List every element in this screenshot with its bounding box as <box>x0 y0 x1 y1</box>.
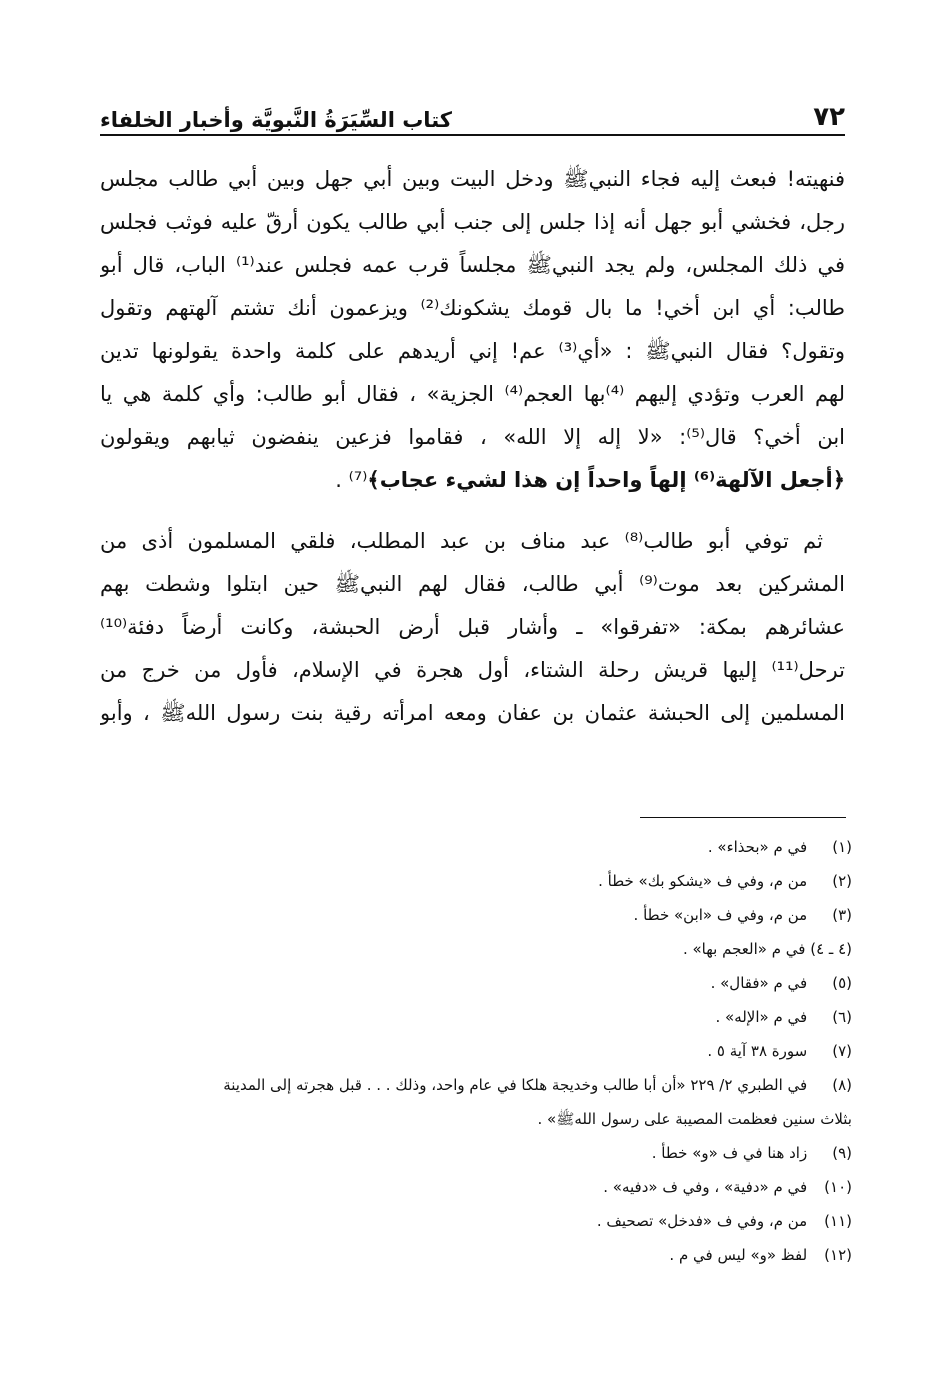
footnote <box>100 966 852 1000</box>
footnote-number: (٨) <box>832 1076 852 1094</box>
footnote <box>100 1238 852 1272</box>
footnote-text: زاد هنا في ف «و» خطأ . <box>651 1144 808 1162</box>
footnote-text: من م، وفي ف «يشكو بك» خطأ . <box>598 872 808 890</box>
footnote-text: في الطبري ٢/ ٢٢٩ «أن أبا طالب وخديجة هلكا في عام واحد، وذلك . . . قبل هجرته إلى المدينة <box>223 1076 808 1094</box>
text-line: ثم توفي أبو طالب⁽⁸⁾ عبد مناف بن عبد المطلب، فلقي المسلمون أذى من <box>100 529 823 553</box>
footnote-separator <box>640 817 846 818</box>
footnote-text: لفظ «و» ليس في م . <box>669 1246 808 1264</box>
footnotes <box>100 830 852 1272</box>
main-text <box>100 158 845 735</box>
footnote-number: (١١) <box>824 1212 852 1230</box>
footnote <box>100 932 852 966</box>
text-line: فنهيته! فبعث إليه فجاء النبيﷺ ودخل البيت وبين أبي جهل وبين أبي طالب مجلس <box>100 167 845 191</box>
footnote <box>100 1000 852 1034</box>
footnote-text: في م «دفية» ، وفي ف «دفيه» . <box>603 1178 808 1196</box>
footnote-text: بثلاث سنين فعظمت المصيبة على رسول اللهﷺ» . <box>537 1110 852 1128</box>
footnote-number: (٧) <box>832 1042 852 1060</box>
paragraph-2 <box>100 520 845 735</box>
text-line: المشركين بعد موت⁽⁹⁾ أبي طالب، فقال لهم النبيﷺ حين ابتلوا وشطت بهم <box>100 572 845 596</box>
footnote-text: في م «فقال» . <box>710 974 808 992</box>
footnote-number: (١٠) <box>824 1178 852 1196</box>
footnote <box>100 1204 852 1238</box>
footnote-number: (١٢) <box>824 1246 852 1264</box>
footnote-text: من م، وفي ف «ابن» خطأ . <box>633 906 808 924</box>
text-line: ابن أخي؟ قال⁽⁵⁾: «لا إله إلا الله» ، فقاموا فزعين ينفضون ثيابهم ويقولون <box>100 425 845 449</box>
footnote-number: (٩) <box>832 1144 852 1162</box>
footnote-text: في م «العجم بها» . <box>682 940 806 958</box>
footnote-text: من م، وفي ف «فدخل» تصحيف . <box>596 1212 808 1230</box>
footnote-text: سورة ٣٨ آية ٥ . <box>707 1042 808 1060</box>
footnote <box>100 1034 852 1068</box>
footnote <box>100 1170 852 1204</box>
footnote <box>100 864 852 898</box>
footnote <box>100 1068 852 1102</box>
footnote <box>100 830 852 864</box>
text-line: ترحل⁽¹¹⁾ إليها قريش رحلة الشتاء، أول هجرة في الإسلام، فأول من خرج من <box>100 658 845 682</box>
footnote-number: (٥) <box>832 974 852 992</box>
footnote <box>100 898 852 932</box>
footnote-text: في م «الإله» . <box>715 1008 808 1026</box>
footnote-continuation <box>100 1102 852 1136</box>
running-title: كتاب السِّيَرَةُ النَّبويَّة وأخبار الخلفاء <box>100 108 452 132</box>
text-line: عشائرهم بمكة: «تفرقوا» ـ وأشار قبل أرض الحبشة، وكانت أرضاً دفئة⁽¹⁰⁾ <box>100 615 845 639</box>
verse-line <box>100 459 845 502</box>
page-header <box>100 84 845 132</box>
verse-suffix: ⁽⁷⁾ . <box>335 468 368 492</box>
footnote-number: (١) <box>832 838 852 856</box>
text-line: وتقول؟ فقال النبيﷺ : «أي⁽³⁾ عم! إني أريدهم على كلمة واحدة يقولونها تدين <box>100 339 845 363</box>
footnote-number: (٤ ـ ٤) <box>810 940 852 958</box>
text-line: في ذلك المجلس، ولم يجد النبيﷺ مجلساً قرب عمه فجلس عند⁽¹⁾ الباب، قال أبو <box>100 253 845 277</box>
text-line: لهم العرب وتؤدي إليهم ⁽⁴⁾بها العجم⁽⁴⁾ الجزية» ، فقال أبو طالب: وأي كلمة هي يا <box>100 382 845 406</box>
quran-verse: ﴿أجعل الآلهة⁽⁶⁾ إلهاً واحداً إن هذا لشيء عجاب﴾ <box>367 468 845 492</box>
header-rule <box>100 134 845 136</box>
text-line: رجل، فخشي أبو جهل أنه إذا جلس إلى جنب أبي طالب يكون أرقّ عليه فوثب فجلس <box>100 210 845 234</box>
footnote-text: في م «بحذاء» . <box>707 838 808 856</box>
footnote-number: (٦) <box>832 1008 852 1026</box>
footnote <box>100 1136 852 1170</box>
page-number: ٧٢ <box>813 102 845 132</box>
paragraph-1 <box>100 158 845 502</box>
text-line: طالب: أي ابن أخي! ما بال قومك يشكونك⁽²⁾ ويزعمون أنك تشتم آلهتهم وتقول <box>100 296 845 320</box>
text-line: المسلمين إلى الحبشة عثمان بن عفان ومعه امرأته رقية بنت رسول اللهﷺ ، وأبو <box>100 701 845 725</box>
footnote-number: (٢) <box>832 872 852 890</box>
footnote-number: (٣) <box>832 906 852 924</box>
